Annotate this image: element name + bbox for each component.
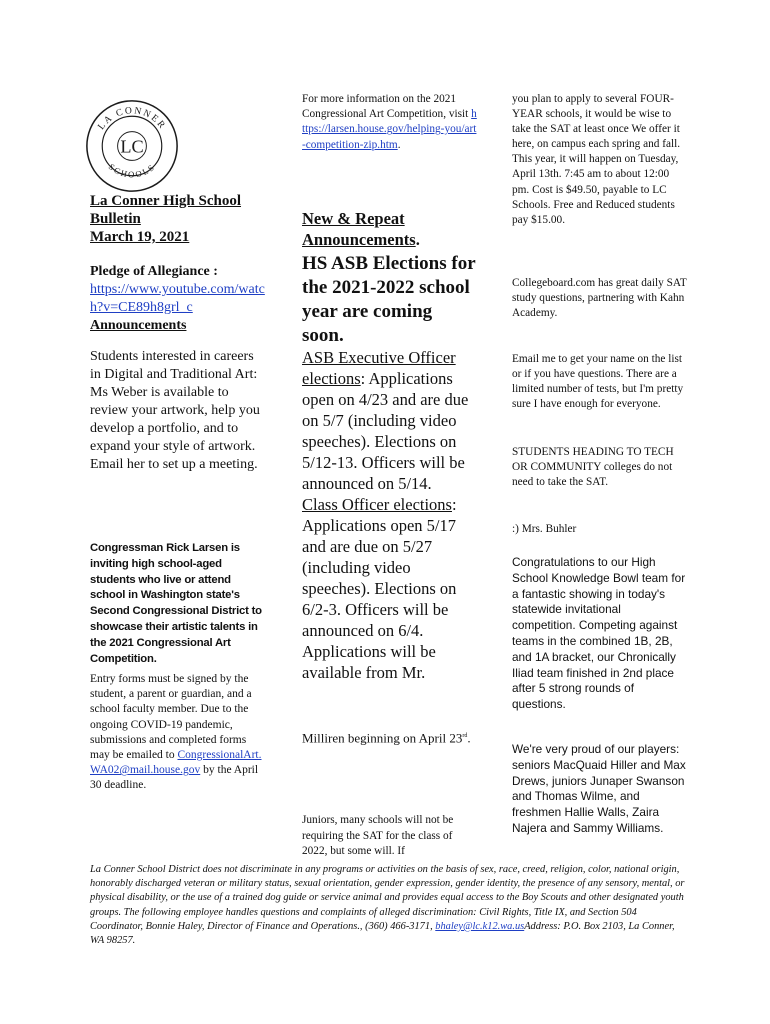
announcements-heading: Announcements (90, 318, 187, 333)
asb-availability-note (302, 728, 477, 746)
digital-art-announcement: Students interested in careers in Digital and Traditional Art: Ms Weber is available to review your artwork, help you develop a portfolio, and to expand your style of artwork. Email her to set up a meeting. (90, 349, 260, 472)
larsen-art-competition-heading: Congressman Rick Larsen is inviting high school-aged students who live or attend school in Washington state's Second Congressional District to showcase their artistic talents in the 2021 Congressional Art Competition. (90, 542, 262, 665)
sat-info-paragraph: you plan to apply to several FOUR-YEAR schools, it would be wise to take the SAT at least once We offer it here, on campus each spring and fall. This year, it will happen on Tuesday, April 13th. 7:45 am to about 12:00 pm. Cost is $49.50, payable to LC Schools. Free and Reduced students pay $15.00. (512, 93, 681, 226)
pledge-section (90, 263, 270, 335)
nondiscrimination-footer (90, 863, 690, 948)
buhler-signature: :) Mrs. Buhler (512, 523, 577, 535)
class-officer-text: : Applications open 5/17 and are due on 5/27 (including video speeches). Elections on 6/2-3. Officers will be announced on 6/4. Applications will be available from Mr. (302, 495, 457, 682)
logo-monogram: LC (120, 136, 144, 157)
congressional-art-email-link[interactable]: CongressionalArt.WA02@mail.house.gov (90, 749, 262, 777)
asb-small-end: . (467, 730, 471, 746)
la-conner-schools-logo (84, 98, 180, 194)
logo-top-text: LA CONNER (95, 105, 169, 132)
asb-executive-label: ASB Executive Officer elections (302, 348, 456, 388)
asb-small-sup: rd (462, 733, 468, 739)
new-repeat-period: . (415, 230, 420, 249)
collegeboard-paragraph: Collegeboard.com has great daily SAT study questions, partnering with Kahn Academy. (512, 277, 687, 320)
bulletin-title (90, 192, 270, 246)
asb-small-text: Milliren beginning on April 23 (302, 730, 463, 746)
knowledge-bowl-paragraph: Congratulations to our High School Knowledge Bowl team for a fantastic showing in today's statewide invitational competition. Competing against teams in the combined 1B, 2B, and 1A bracket, our Chronically Iliad team finished in 2nd place after 5 strong rounds of questions. (512, 555, 686, 712)
footer-text: La Conner School District does not discriminate in any programs or activities on the basis of sex, race, creed, religion, color, national origin, honorably discharged veteran or military status, sexual orientation, gender expression, gender identity, the presence of any sensory, mental, or physical disability, or the use of a trained dog guide or service animal and provides equal access to the Boy Scouts and other designated youth groups. The following employee handles questions and complaints of alleged discrimination: Civil Rights, Title IX, and Section 504 Coordinator, Bonnie Haley, Director of Finance and Operations., (360) 466-3171, (90, 864, 685, 932)
tech-community-paragraph: STUDENTS HEADING TO TECH OR COMMUNITY colleges do not need to take the SAT. (512, 446, 674, 489)
asb-executive-text: : Applications open on 4/23 and are due on 5/7 (including video speeches). Elections on 5/12-13. Officers will be announced on 5/14. (302, 369, 469, 493)
asb-elections-details (302, 347, 480, 683)
title-line-date: March 19, 2021 (90, 229, 190, 245)
entry-text: Entry forms must be signed by the student, a parent or guardian, and a school faculty member. Due to the ongoing COVID-19 pandemic, submissions and completed forms may be emailed to (90, 673, 252, 762)
pledge-youtube-link[interactable]: https://www.youtube.com/watch?v=CE89h8grl_c (90, 282, 265, 315)
entry-tail: by the April 30 deadline. (90, 764, 259, 792)
more-info-period: . (397, 138, 401, 151)
entry-forms-paragraph (90, 672, 268, 794)
email-me-paragraph: Email me to get your name on the list or if you have questions. There are a limited number of tests, but I'm pretty sure I have enough for everyone. (512, 353, 684, 411)
new-repeat-title: New & Repeat Announcements (302, 209, 416, 249)
svg-text:SCHOOLS (107, 161, 157, 179)
more-info-text: For more information on the 2021 Congressional Art Competition, visit (302, 93, 469, 121)
logo-bottom-text: SCHOOLS (106, 161, 158, 180)
title-line-bulletin: Bulletin (90, 211, 141, 227)
title-line-school: La Conner High School (90, 193, 242, 209)
footer-email-link[interactable]: bhaley@lc.k12.wa.us (435, 920, 525, 932)
art-competition-link[interactable]: https://larsen.house.gov/helping-you/art-competition-zip.htm (302, 108, 477, 151)
footer-address: Address: P.O. Box 2103, La Conner, WA 98257. (90, 920, 675, 947)
asb-elections-heading: HS ASB Elections for the 2021-2022 school year are coming soon. (302, 253, 476, 346)
class-officer-label: Class Officer elections (302, 495, 452, 514)
knowledge-bowl-players-paragraph: We're very proud of our players: seniors MacQuaid Hiller and Max Drews, juniors Junaper Swanson and Thomas Wilme, and freshmen Hallie Walls, Zaira Najera and Sammy Williams. (512, 742, 686, 835)
more-info-paragraph (302, 92, 477, 153)
juniors-sat-paragraph: Juniors, many schools will not be requiring the SAT for the class of 2022, but some will. If (302, 814, 454, 858)
pledge-label: Pledge of Allegiance : (90, 264, 218, 279)
new-repeat-announcements-heading (302, 208, 477, 250)
